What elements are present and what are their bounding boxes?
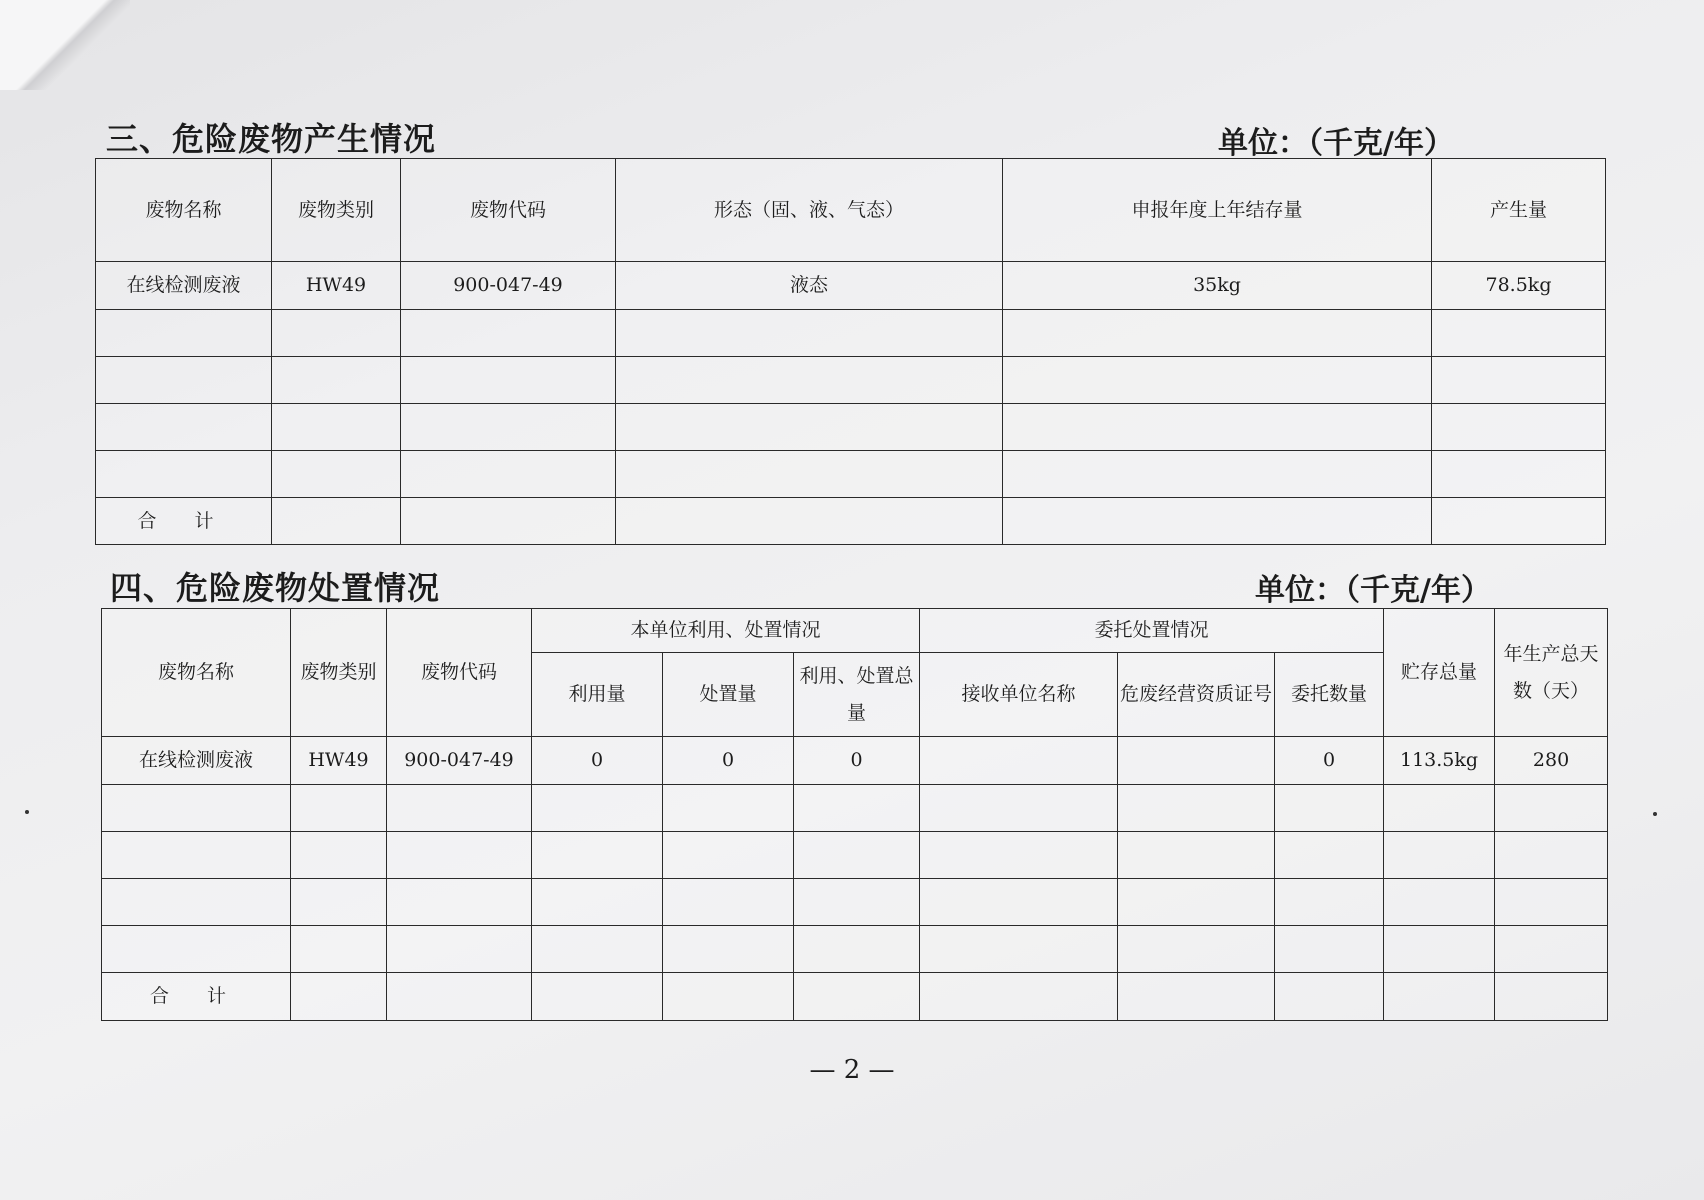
cell-waste-category: HW49 [272,262,401,310]
cell-prior-year-stock [1003,404,1432,451]
cell-waste-form: 液态 [616,262,1003,310]
speck [25,810,29,814]
header-waste-form: 形态（固、液、气态） [616,159,1003,262]
table-row [96,262,1606,310]
section-3-title: 三、危险废物产生情况 [106,120,437,158]
cell-generated-amount [1432,310,1606,357]
table-total-row [96,498,1606,545]
header-utilization-disposal-total: 利用、处置总量 [794,653,920,737]
cell-generated-amount: 78.5kg [1432,262,1606,310]
cell-waste-form [616,357,1003,404]
cell-waste-category: HW49 [291,737,387,785]
header-utilization-amount: 利用量 [532,653,663,737]
cell-waste-name [96,310,272,357]
header-storage-total: 贮存总量 [1384,609,1495,737]
cell-utilization-disposal-total: 0 [794,737,920,785]
cell-waste-code [401,357,616,404]
table-row [96,357,1606,404]
page-fold-corner [0,0,130,90]
header-annual-production-days: 年生产总天数（天） [1495,609,1608,737]
cell-waste-form [616,451,1003,498]
cell-waste-name: 在线检测废液 [102,737,291,785]
cell-waste-category [272,310,401,357]
cell-waste-code [401,310,616,357]
total-label: 合 计 [96,498,272,545]
cell-waste-name [96,357,272,404]
cell-utilization-amount: 0 [532,737,663,785]
header-self-disposal-group: 本单位利用、处置情况 [532,609,920,653]
cell-storage-total: 113.5kg [1384,737,1495,785]
table-row [102,832,1608,879]
cell-generated-amount [1432,404,1606,451]
cell-waste-name [96,404,272,451]
cell-waste-category [272,451,401,498]
table-row [102,879,1608,926]
section-4-unit: 单位：（千克/年） [1255,573,1491,608]
cell-waste-code: 900-047-49 [401,262,616,310]
section-3-unit: 单位：（千克/年） [1218,126,1454,161]
header-waste-category: 废物类别 [291,609,387,737]
cell-waste-name [96,451,272,498]
cell-generated-amount [1432,451,1606,498]
header-generated-amount: 产生量 [1432,159,1606,262]
table-row [96,404,1606,451]
header-license-number: 危废经营资质证号 [1118,653,1275,737]
cell-receiver-name [920,737,1118,785]
cell-waste-code [401,404,616,451]
table-header-row [96,159,1606,262]
header-prior-year-stock: 申报年度上年结存量 [1003,159,1432,262]
page-number: — 2 — [809,1055,895,1085]
cell-license-number [1118,737,1275,785]
cell-waste-code: 900-047-49 [387,737,532,785]
speck [1653,812,1657,816]
cell-entrusted-quantity: 0 [1275,737,1384,785]
table-header-row [102,609,1608,653]
table-row [102,785,1608,832]
cell-prior-year-stock [1003,357,1432,404]
section-4-title: 四、危险废物处置情况 [110,569,441,607]
header-waste-name: 废物名称 [96,159,272,262]
total-label: 合 计 [102,973,291,1021]
header-entrusted-quantity: 委托数量 [1275,653,1384,737]
header-waste-name: 废物名称 [102,609,291,737]
table-row [96,310,1606,357]
cell-waste-category [272,404,401,451]
header-waste-code: 废物代码 [387,609,532,737]
header-receiver-name: 接收单位名称 [920,653,1118,737]
cell-prior-year-stock [1003,451,1432,498]
cell-prior-year-stock [1003,310,1432,357]
waste-generation-table [95,158,1606,545]
header-entrusted-disposal-group: 委托处置情况 [920,609,1384,653]
table-row [102,926,1608,973]
table-row [96,451,1606,498]
cell-waste-code [401,451,616,498]
cell-annual-production-days: 280 [1495,737,1608,785]
cell-waste-form [616,310,1003,357]
header-waste-code: 废物代码 [401,159,616,262]
table-row [102,737,1608,785]
cell-disposal-amount: 0 [663,737,794,785]
waste-disposal-table [101,608,1608,1021]
cell-waste-form [616,404,1003,451]
header-waste-category: 废物类别 [272,159,401,262]
cell-waste-category [272,357,401,404]
cell-generated-amount [1432,357,1606,404]
cell-prior-year-stock: 35kg [1003,262,1432,310]
header-disposal-amount: 处置量 [663,653,794,737]
table-total-row [102,973,1608,1021]
cell-waste-name: 在线检测废液 [96,262,272,310]
